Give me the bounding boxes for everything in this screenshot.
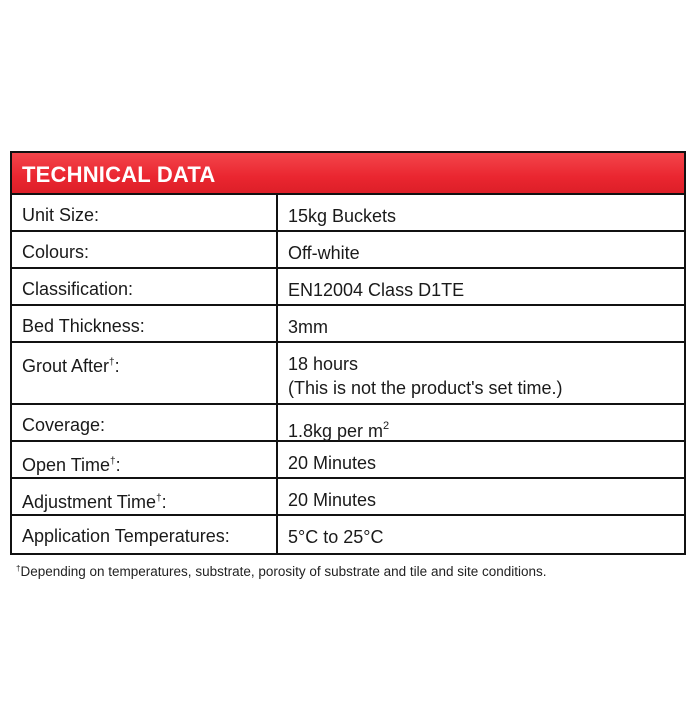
superscript: 2 [383,420,390,432]
row-value-line: 18 hours [288,354,359,374]
footnote-text: Depending on temperatures, substrate, porosity of substrate and tile and site conditions. [20,564,547,579]
row-label: Application Temperatures: [12,516,278,553]
dagger-mark: † [109,357,115,368]
row-label-text: Grout After [22,356,110,376]
row-label: Bed Thickness: [12,306,278,341]
row-label: Unit Size: [12,195,278,230]
row-value: 15kg Buckets [288,206,397,226]
table-row [12,343,684,405]
row-value [278,343,684,403]
table-row [12,195,684,232]
footnote [16,564,547,579]
row-value: 20 Minutes [288,490,377,510]
row-value-text: 1.8kg per m [288,421,384,441]
row-value-note: (This is not the product's set time.) [288,378,563,398]
table-row [12,232,684,269]
dagger-mark: † [16,564,21,573]
table-title: TECHNICAL DATA [22,161,216,187]
row-label: Colours: [12,232,278,267]
row-value: Off-white [288,243,360,263]
row-value [278,405,684,440]
row-label [12,343,278,403]
dagger-mark: † [110,456,116,467]
table-row [12,442,684,479]
row-label [12,479,278,514]
row-label-colon: : [161,492,167,512]
row-value: 5°C to 25°C [288,527,384,547]
row-value: 3mm [288,317,328,337]
row-label: Classification: [12,269,278,304]
technical-data-table [10,151,686,555]
row-label-text: Adjustment Time [22,492,157,512]
row-label-text: Open Time [22,455,111,475]
row-value: EN12004 Class D1TE [288,280,465,300]
table-row [12,516,684,553]
table-row [12,479,684,516]
row-label [12,442,278,477]
row-value: 20 Minutes [288,453,377,473]
table-header [12,153,684,195]
table-row [12,269,684,306]
dagger-mark: † [156,493,162,504]
table-row [12,306,684,343]
row-label: Coverage: [12,405,278,440]
row-label-colon: : [114,356,120,376]
row-label-colon: : [115,455,121,475]
table-row [12,405,684,442]
